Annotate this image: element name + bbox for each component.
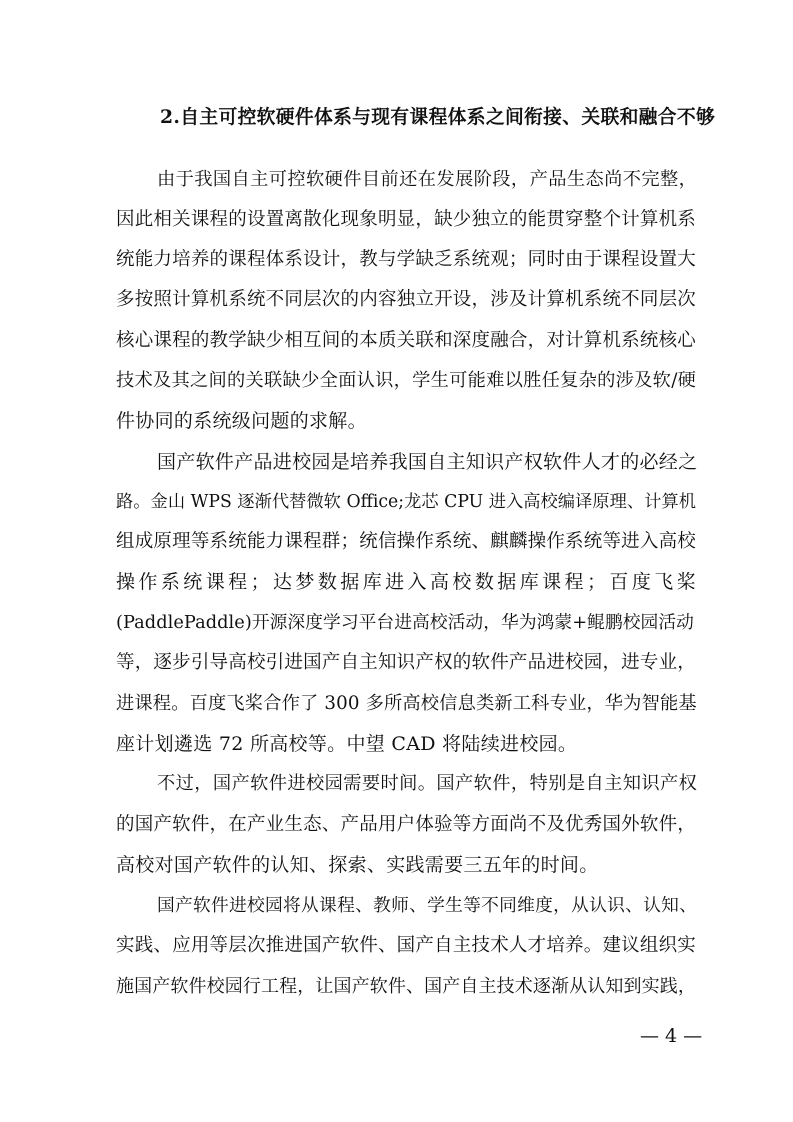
- paragraph-2-line-3: 组成原理等系统能力课程群；统信操作系统、麒麟操作系统等进入高校: [116, 531, 696, 552]
- paragraph-4-line-3: 施国产软件校园行工程，让国产软件、国产自主技术逐渐从认知到实践，: [116, 976, 696, 997]
- paragraph-4-line-1: 国产软件进校园将从课程、教师、学生等不同维度，从认识、认知、: [157, 896, 697, 916]
- paragraph-1-line-6: 技术及其之间的关联缺少全面认识，学生可能难以胜任复杂的涉及软/硬: [116, 370, 696, 391]
- paragraph-1-line-5: 核心课程的教学缺少相互间的本质关联和深度融合，对计算机系统核心: [116, 330, 696, 351]
- paragraph-1-line-4: 多按照计算机系统不同层次的内容独立开设，涉及计算机系统不同层次: [116, 289, 696, 310]
- paragraph-2-line-7: 进课程。百度飞桨合作了 300 多所高校信息类新工科专业，华为智能基: [116, 693, 697, 714]
- paragraph-1-line-2: 因此相关课程的设置离散化现象明显，缺少独立的能贯穿整个计算机系: [116, 209, 696, 230]
- paragraph-3-line-1: 不过，国产软件进校园需要时间。国产软件，特别是自主知识产权: [157, 773, 697, 794]
- paragraph-1-line-3: 统能力培养的课程体系设计，教与学缺乏系统观；同时由于课程设置大: [116, 249, 696, 270]
- paragraph-2-line-4: 操作系统课程；达梦数据库进入高校数据库课程；百度飞桨: [116, 571, 696, 593]
- paragraph-2-line-6: 等，逐步引导高校引进国产自主知识产权的软件产品进校园，进专业，: [116, 652, 696, 673]
- section-heading: 2.自主可控软硬件体系与现有课程体系之间衔接、关联和融合不够: [160, 106, 716, 128]
- paragraph-2-line-1: 国产软件产品进校园是培养我国自主知识产权软件人才的必经之: [157, 451, 698, 473]
- paragraph-3-line-2: 的国产软件，在产业生态、产品用户体验等方面尚不及优秀国外软件，: [116, 814, 696, 835]
- paragraph-1-line-7: 件协同的系统级问题的求解。: [116, 410, 367, 432]
- paragraph-1-line-1: 由于我国自主可控软硬件目前还在发展阶段，产品生态尚不完整，: [157, 169, 697, 190]
- paragraph-2-line-8: 座计划遴选 72 所高校等。中望 CAD 将陆续进校园。: [116, 733, 578, 755]
- paragraph-2-line-2: 路。金山 WPS 逐渐代替微软 Office;龙芯 CPU 进入高校编译原理、计算机: [116, 492, 696, 512]
- paragraph-2-line-5: (PaddlePaddle)开源深度学习平台进高校活动，华为鸿蒙+鲲鹏校园活动: [116, 613, 694, 633]
- paragraph-3-line-3: 高校对国产软件的认知、探索、实践需要三五年的时间。: [116, 854, 599, 876]
- paragraph-4-line-2: 实践、应用等层次推进国产软件、国产自主技术人才培养。建议组织实: [116, 935, 696, 956]
- page-number: — 4 —: [640, 1025, 703, 1047]
